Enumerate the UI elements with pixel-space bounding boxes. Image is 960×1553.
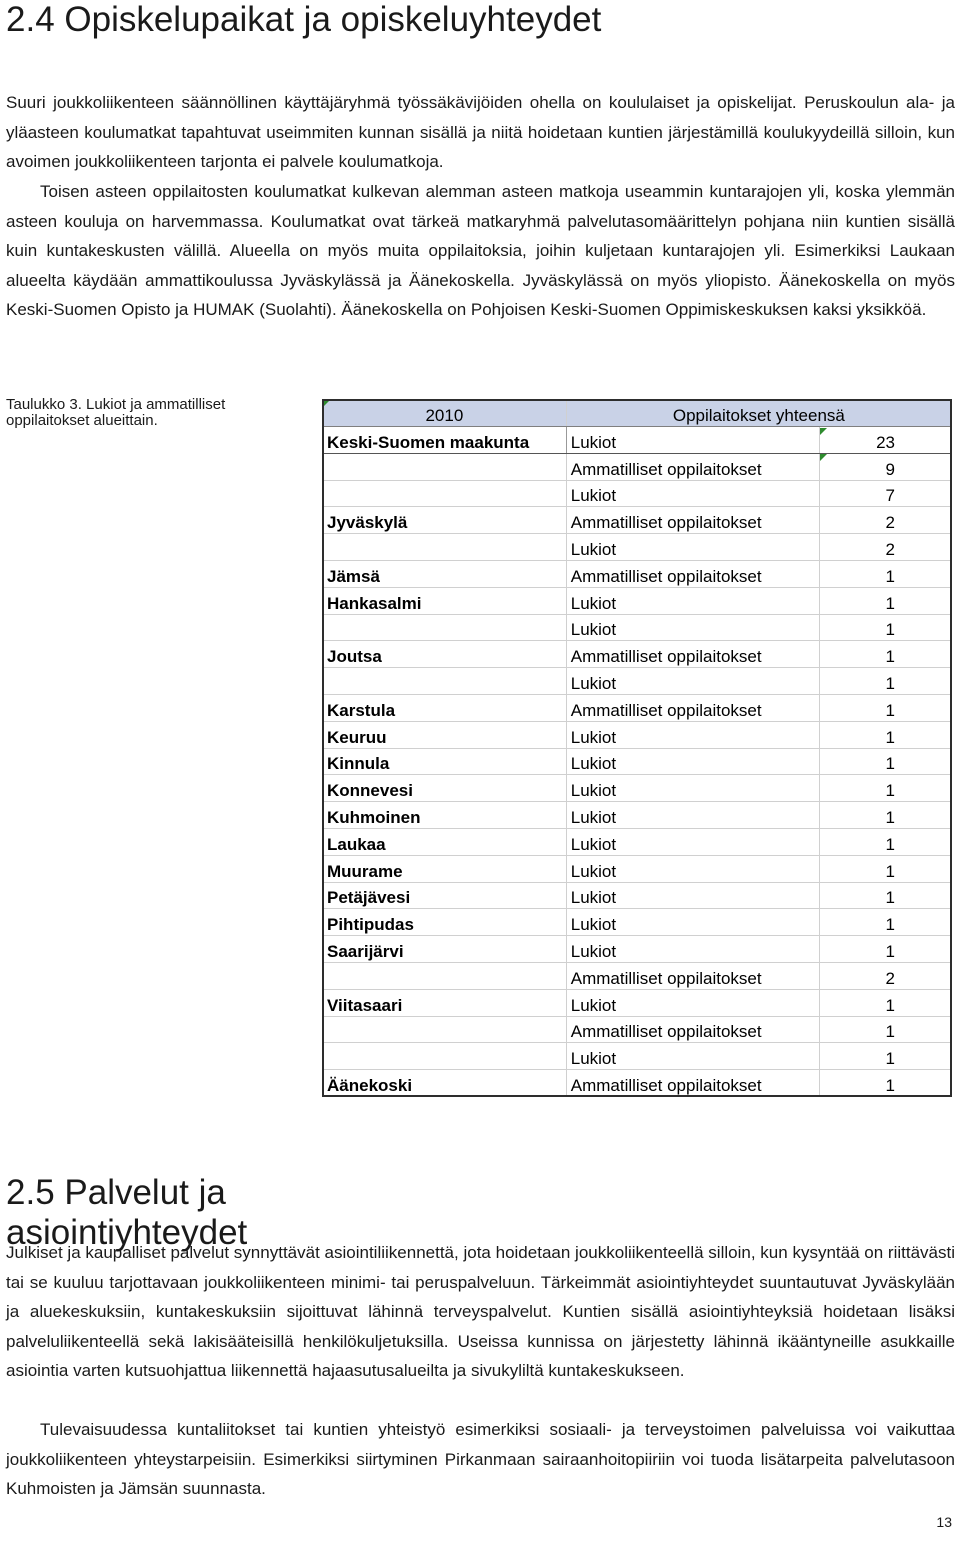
region-cell: Äänekoski	[323, 1070, 567, 1097]
region-cell	[323, 668, 567, 695]
count-cell: 1	[820, 775, 952, 802]
table-row	[323, 507, 952, 534]
count-cell: 23	[820, 427, 952, 454]
region-cell: Jyväskylä	[323, 507, 567, 534]
schools-table	[322, 399, 952, 1097]
count-cell: 1	[820, 1016, 952, 1043]
count-cell: 1	[820, 1070, 952, 1097]
type-cell: Ammatilliset oppilaitokset	[566, 560, 820, 587]
type-cell: Lukiot	[566, 909, 820, 936]
table-row	[323, 962, 952, 989]
count-cell: 1	[820, 748, 952, 775]
type-cell: Lukiot	[566, 721, 820, 748]
region-cell	[323, 1016, 567, 1043]
region-cell	[323, 962, 567, 989]
section1-paragraph-2: Toisen asteen oppilaitosten koulumatkat kulkevan alemman asteen matkoja useammin kuntarajojen yli, koska ylemmän asteen kouluja on harvemmassa. Koulumatkat ovat tärkeä matkaryhmä palvelutasomäärittelyn pohjana niin kuntien sisällä kuin kuntakeskusten välillä. Alueella on myös muita oppilaitoksia, joihin kuljetaan kuntarajojen yli. Esimerkiksi Laukaan alueelta käydään ammattikoulussa Jyväskylässä ja Äänekoskella. Jyväskylässä on myös yliopisto. Äänekoskella on myös Keski-Suomen Opisto ja HUMAK (Suolahti). Äänekoskella on Pohjoisen Keski-Suomen Oppimiskeskuksen kaksi yksikköä.	[6, 182, 955, 319]
count-cell: 2	[820, 507, 952, 534]
table-row	[323, 453, 952, 480]
schools-table-container	[322, 399, 952, 1097]
count-cell: 1	[820, 828, 952, 855]
type-cell: Lukiot	[566, 587, 820, 614]
table-row	[323, 855, 952, 882]
table-row	[323, 802, 952, 829]
count-cell: 1	[820, 855, 952, 882]
table-row	[323, 721, 952, 748]
count-cell: 1	[820, 882, 952, 909]
table-row	[323, 1070, 952, 1097]
type-cell: Lukiot	[566, 802, 820, 829]
type-cell: Lukiot	[566, 855, 820, 882]
region-cell: Konnevesi	[323, 775, 567, 802]
type-cell: Lukiot	[566, 480, 820, 507]
page-number: 13	[936, 1514, 952, 1530]
table-row	[323, 694, 952, 721]
table-row	[323, 748, 952, 775]
region-cell: Petäjävesi	[323, 882, 567, 909]
cell-marker-icon	[820, 428, 827, 435]
region-cell: Laukaa	[323, 828, 567, 855]
count-cell: 1	[820, 668, 952, 695]
type-cell: Lukiot	[566, 989, 820, 1016]
count-cell: 1	[820, 1043, 952, 1070]
type-cell: Lukiot	[566, 534, 820, 561]
region-cell: Hankasalmi	[323, 587, 567, 614]
type-cell: Ammatilliset oppilaitokset	[566, 1070, 820, 1097]
region-cell: Jämsä	[323, 560, 567, 587]
table-body	[323, 427, 952, 1097]
section-heading-opiskelupaikat: 2.4 Opiskelupaikat ja opiskeluyhteydet	[6, 0, 602, 39]
section2-paragraph-2: Tulevaisuudessa kuntaliitokset tai kuntien yhteistyö esimerkiksi sosiaali- ja terveystoimen palveluissa voi vaikuttaa joukkoliikenteen yhteystarpeisiin. Esimerkiksi siirtyminen Pirkanmaan sairaanhoitopiiriin voi tuoda lisätarpeita palvelutasoon Kuhmoisten ja Jämsän suunnasta.	[6, 1420, 955, 1498]
table-row	[323, 775, 952, 802]
region-cell: Muurame	[323, 855, 567, 882]
region-cell: Joutsa	[323, 641, 567, 668]
count-cell: 1	[820, 614, 952, 641]
cell-marker-icon	[820, 454, 827, 461]
header-total: Oppilaitokset yhteensä	[566, 400, 951, 427]
count-cell: 1	[820, 909, 952, 936]
count-cell: 1	[820, 721, 952, 748]
type-cell: Ammatilliset oppilaitokset	[566, 507, 820, 534]
region-cell: Karstula	[323, 694, 567, 721]
table-row	[323, 989, 952, 1016]
count-cell: 1	[820, 587, 952, 614]
table-row	[323, 1043, 952, 1070]
table-row	[323, 641, 952, 668]
count-cell: 9	[820, 453, 952, 480]
region-cell: Kuhmoinen	[323, 802, 567, 829]
table-caption: Taulukko 3. Lukiot ja ammatilliset oppilaitokset alueittain.	[6, 396, 226, 429]
table-row	[323, 909, 952, 936]
region-cell: Keuruu	[323, 721, 567, 748]
region-cell: Saarijärvi	[323, 936, 567, 963]
type-cell: Ammatilliset oppilaitokset	[566, 641, 820, 668]
count-cell: 2	[820, 962, 952, 989]
region-cell	[323, 1043, 567, 1070]
region-cell	[323, 614, 567, 641]
count-cell: 1	[820, 936, 952, 963]
count-cell: 1	[820, 560, 952, 587]
region-cell: Kinnula	[323, 748, 567, 775]
type-cell: Lukiot	[566, 427, 820, 454]
region-cell: Viitasaari	[323, 989, 567, 1016]
type-cell: Ammatilliset oppilaitokset	[566, 1016, 820, 1043]
count-cell: 7	[820, 480, 952, 507]
section1-paragraph-1: Suuri joukkoliikenteen säännöllinen käyttäjäryhmä työssäkävijöiden ohella on koululaiset ja opiskelijat. Peruskoulun ala- ja yläasteen koulumatkat tapahtuvat useimmiten kunnan sisällä ja niitä hoidetaan kuntien järjestämillä koulukyydeillä silloin, kun avoimen joukkoliikenteen tarjonta ei palvele koulumatkoja.	[6, 93, 955, 171]
cell-marker-icon	[323, 400, 330, 407]
type-cell: Lukiot	[566, 936, 820, 963]
count-cell: 1	[820, 694, 952, 721]
region-cell: Pihtipudas	[323, 909, 567, 936]
table-row	[323, 587, 952, 614]
table-row	[323, 480, 952, 507]
type-cell: Lukiot	[566, 668, 820, 695]
table-row	[323, 427, 952, 454]
region-cell	[323, 480, 567, 507]
count-cell: 2	[820, 534, 952, 561]
type-cell: Lukiot	[566, 614, 820, 641]
section2-paragraph-1: Julkiset ja kaupalliset palvelut synnyttävät asiointiliikennettä, jota hoidetaan joukkoliikenteellä silloin, kun kysyntää on riittävästi tai se kuuluu tarjottavaan joukkoliikenteen minimi- tai peruspalveluun. Tärkeimmät asiointiyhteydet suuntautuvat Jyväskylään ja aluekeskuksiin, kuntakeskuksiin sijoittuvat lähinnä terveyspalvelut. Kuntien sisällä asiointiyhteyksiä hoidetaan lisäksi palveluliikenteellä sekä lakisääteisillä henkilökuljetuksilla. Useissa kunnissa on järjestetty lähinnä ikääntyneille asukkaille asiointia varten kutsuohjattua liikennettä hajaasutusalueilta ja sivukyliltä kuntakeskukseen.	[6, 1243, 955, 1380]
table-row	[323, 560, 952, 587]
table-row	[323, 534, 952, 561]
table-header-row	[323, 400, 952, 427]
table-row	[323, 614, 952, 641]
table-row	[323, 1016, 952, 1043]
type-cell: Lukiot	[566, 775, 820, 802]
type-cell: Lukiot	[566, 1043, 820, 1070]
count-cell: 1	[820, 641, 952, 668]
table-row	[323, 828, 952, 855]
header-year: 2010	[323, 400, 567, 427]
region-cell: Keski-Suomen maakunta	[323, 427, 567, 454]
type-cell: Lukiot	[566, 748, 820, 775]
type-cell: Ammatilliset oppilaitokset	[566, 962, 820, 989]
region-cell	[323, 534, 567, 561]
count-cell: 1	[820, 989, 952, 1016]
table-row	[323, 936, 952, 963]
type-cell: Ammatilliset oppilaitokset	[566, 453, 820, 480]
type-cell: Lukiot	[566, 828, 820, 855]
table-row	[323, 882, 952, 909]
region-cell	[323, 453, 567, 480]
count-cell: 1	[820, 802, 952, 829]
table-row	[323, 668, 952, 695]
type-cell: Lukiot	[566, 882, 820, 909]
type-cell: Ammatilliset oppilaitokset	[566, 694, 820, 721]
section-heading-palvelut: 2.5 Palvelut ja asiointiyhteydet	[6, 1173, 248, 1252]
